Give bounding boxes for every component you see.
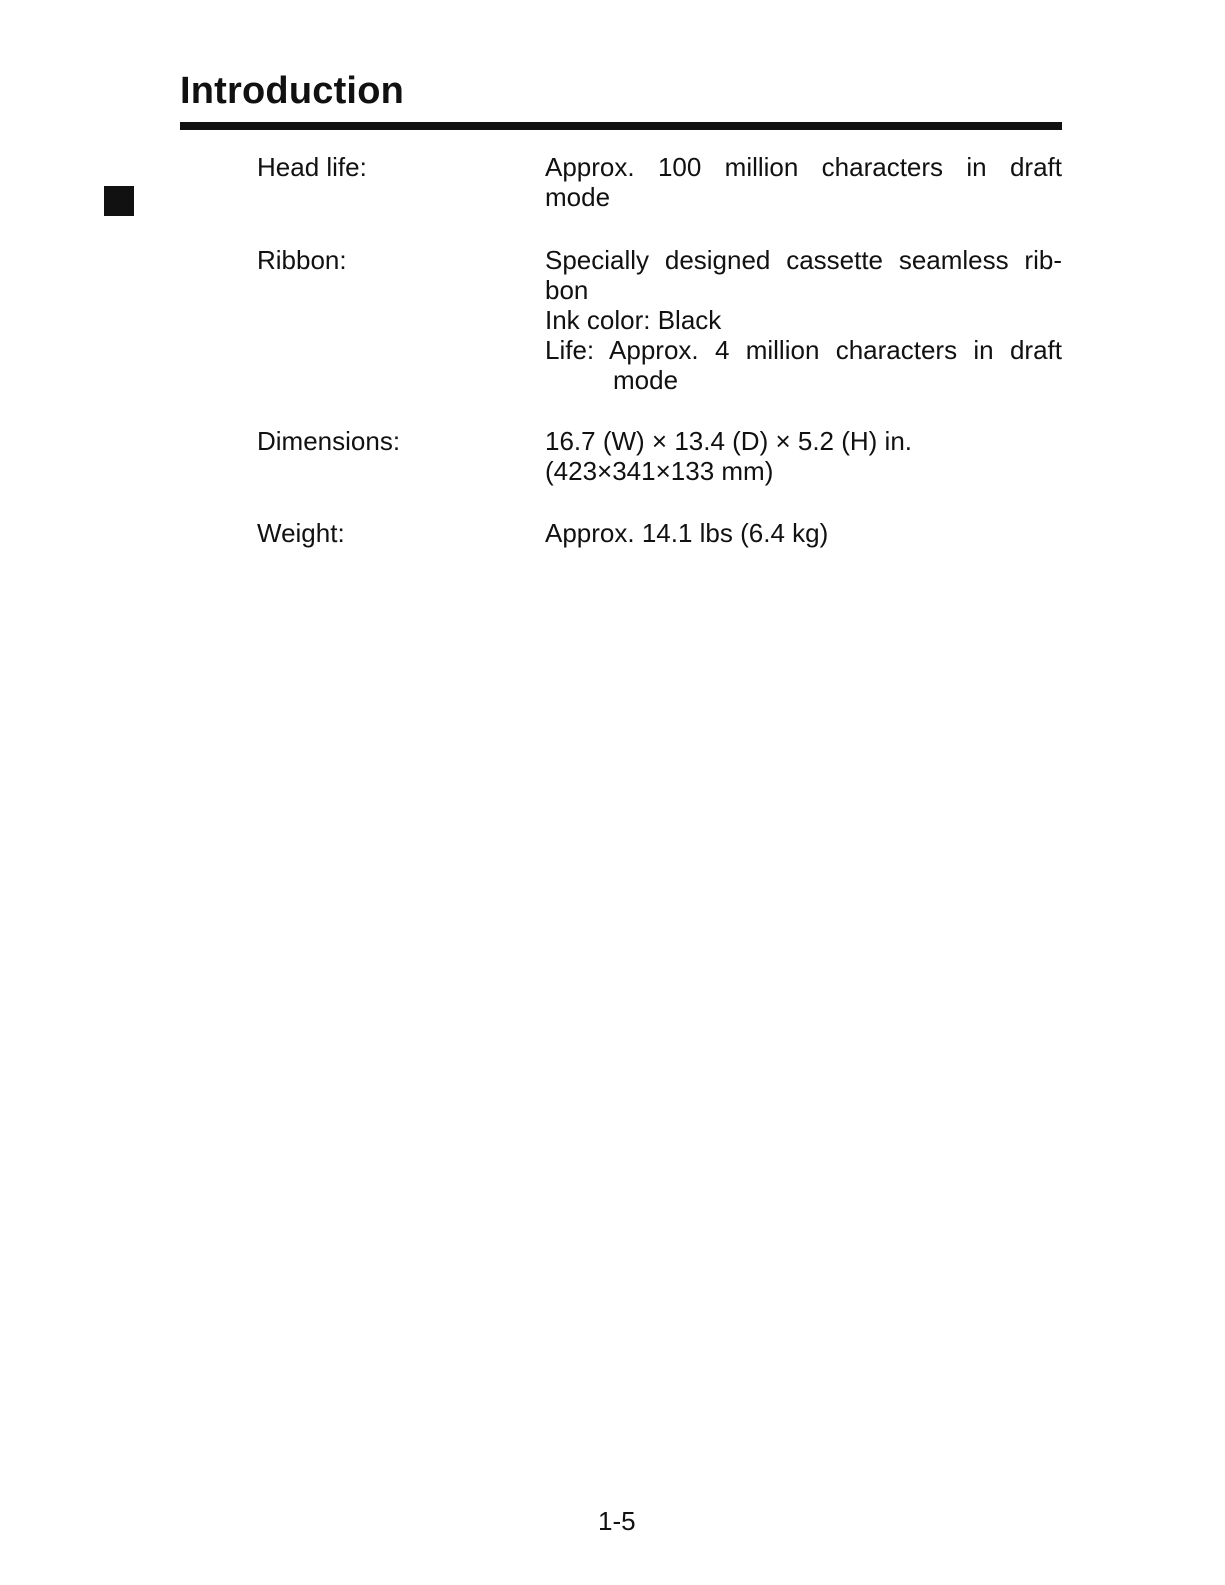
spec-row-dimensions (257, 426, 1062, 488)
spec-value-line: Specially designed cassette seamless rib- (545, 245, 1062, 275)
spec-label-weight: Weight: (257, 518, 345, 548)
spec-value-head-life (545, 152, 1062, 212)
spec-label-head-life: Head life: (257, 152, 367, 182)
spec-value-line: Approx. 100 million characters in draft (545, 152, 1062, 182)
spec-value-line: (423×341×133 mm) (545, 456, 774, 486)
spec-row-weight (257, 518, 1062, 550)
section-tab-marker (104, 186, 134, 216)
spec-row-head-life (257, 152, 1062, 214)
spec-row-ribbon (257, 245, 1062, 395)
spec-value-ribbon (545, 245, 1062, 395)
page-title: Introduction (180, 70, 405, 112)
spec-value-line: Approx. 14.1 lbs (6.4 kg) (545, 518, 829, 548)
spec-value-line: mode (545, 182, 611, 212)
spec-value-line: bon (545, 275, 589, 305)
page-number: 1-5 (598, 1506, 636, 1536)
spec-value-line: 16.7 (W) × 13.4 (D) × 5.2 (H) in. (545, 426, 913, 456)
spec-value-line: mode (613, 365, 679, 395)
spec-value-line: Life: Approx. 4 million characters in draft (545, 335, 1062, 365)
spec-value-dimensions (545, 426, 1062, 486)
spec-label-dimensions: Dimensions: (257, 426, 401, 456)
spec-label-ribbon: Ribbon: (257, 245, 347, 275)
title-rule (180, 122, 1062, 130)
spec-value-weight (545, 518, 1062, 548)
spec-value-line: Ink color: Black (545, 305, 722, 335)
